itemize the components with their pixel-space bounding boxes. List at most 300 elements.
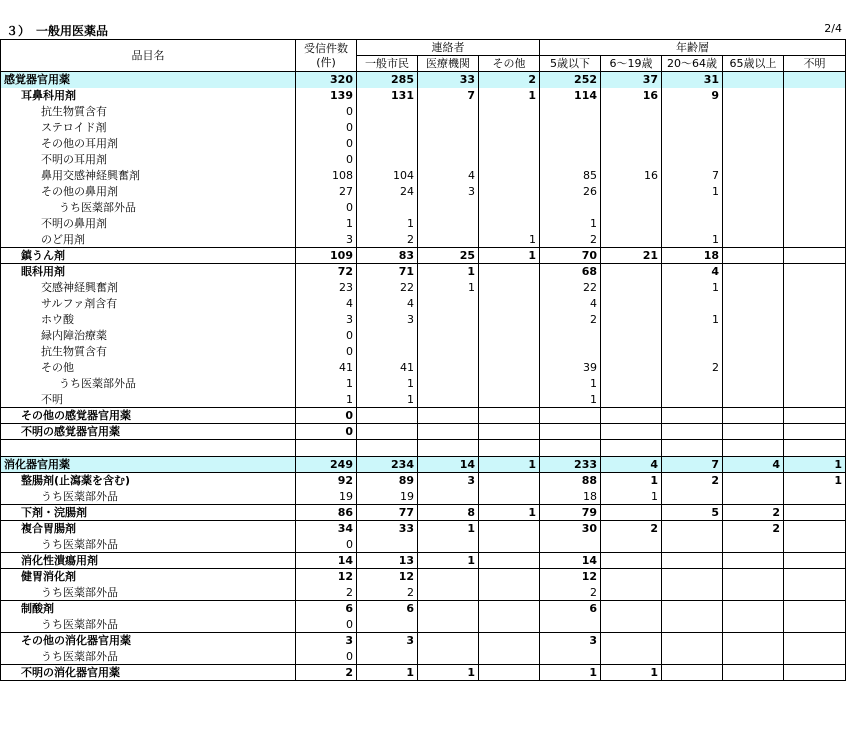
table-row	[1, 408, 846, 424]
cell-contact-other: 1	[479, 505, 540, 521]
cell-age-unknown	[784, 232, 846, 248]
cell-contact-medical	[418, 408, 479, 424]
cell-age-under5: 1	[540, 665, 601, 681]
cell-age-under5: 2	[540, 585, 601, 601]
cell-contact-public: 1	[357, 376, 418, 392]
cell-contact-other	[479, 280, 540, 296]
cell-age-6-19	[601, 296, 662, 312]
cell-age-20-64	[662, 633, 723, 649]
cell-contact-other	[479, 200, 540, 216]
table-row	[1, 88, 846, 104]
cell-age-65plus	[723, 537, 784, 553]
cell-contact-other	[479, 152, 540, 168]
cell-age-65plus	[723, 376, 784, 392]
row-item-name: 制酸剤	[1, 601, 296, 617]
cell-age-20-64	[662, 376, 723, 392]
cell-age-6-19	[601, 216, 662, 232]
cell-age-under5: 3	[540, 633, 601, 649]
cell-age-6-19	[601, 360, 662, 376]
cell-contact-public	[357, 649, 418, 665]
cell-age-unknown	[784, 537, 846, 553]
table-row	[1, 440, 846, 457]
cell-age-65plus	[723, 216, 784, 232]
cell-age-65plus	[723, 184, 784, 200]
cell-age-65plus	[723, 72, 784, 88]
cell-age-6-19	[601, 553, 662, 569]
cell-contact-other	[479, 120, 540, 136]
cell-age-unknown	[784, 617, 846, 633]
cell-age-under5: 252	[540, 72, 601, 88]
table-row	[1, 136, 846, 152]
cell-received-count: 1	[296, 376, 357, 392]
cell-age-unknown	[784, 120, 846, 136]
cell-age-under5	[540, 120, 601, 136]
cell-received-count: 34	[296, 521, 357, 537]
cell-contact-other	[479, 376, 540, 392]
table-row	[1, 649, 846, 665]
age-group-header: 年齢層	[540, 40, 846, 56]
row-item-name	[1, 440, 296, 457]
cell-age-under5: 79	[540, 505, 601, 521]
cell-contact-other	[479, 264, 540, 280]
cell-contact-medical	[418, 120, 479, 136]
cell-contact-public	[357, 424, 418, 440]
cell-age-20-64	[662, 408, 723, 424]
cell-age-65plus	[723, 88, 784, 104]
cell-received-count: 320	[296, 72, 357, 88]
cell-contact-public	[357, 537, 418, 553]
table-row	[1, 553, 846, 569]
cell-age-20-64	[662, 120, 723, 136]
table-row	[1, 569, 846, 585]
cell-age-under5: 30	[540, 521, 601, 537]
cell-contact-other	[479, 104, 540, 120]
cell-age-unknown	[784, 280, 846, 296]
row-item-name: 複合胃腸剤	[1, 521, 296, 537]
cell-age-20-64	[662, 601, 723, 617]
cell-contact-medical	[418, 649, 479, 665]
cell-age-6-19	[601, 120, 662, 136]
row-item-name: 不明の耳用剤	[1, 152, 296, 168]
cell-contact-public: 2	[357, 232, 418, 248]
cell-age-20-64: 1	[662, 232, 723, 248]
cell-age-65plus	[723, 280, 784, 296]
cell-contact-other	[479, 633, 540, 649]
cell-received-count: 0	[296, 344, 357, 360]
cell-contact-other: 2	[479, 72, 540, 88]
statistics-table	[0, 39, 846, 681]
cell-contact-medical	[418, 633, 479, 649]
table-row	[1, 489, 846, 505]
row-item-name: 不明の感覚器官用薬	[1, 424, 296, 440]
cell-contact-medical	[418, 200, 479, 216]
cell-age-under5	[540, 136, 601, 152]
row-item-name: ステロイド剤	[1, 120, 296, 136]
row-item-name: 鼻用交感神経興奮剤	[1, 168, 296, 184]
cell-age-65plus	[723, 312, 784, 328]
cell-age-20-64	[662, 553, 723, 569]
cell-age-20-64	[662, 296, 723, 312]
cell-received-count: 0	[296, 104, 357, 120]
cell-age-65plus	[723, 120, 784, 136]
report-header	[0, 0, 856, 38]
cell-contact-public	[357, 152, 418, 168]
cell-age-20-64	[662, 665, 723, 681]
cell-age-under5	[540, 649, 601, 665]
cell-contact-public: 19	[357, 489, 418, 505]
cell-contact-public: 24	[357, 184, 418, 200]
cell-age-under5	[540, 440, 601, 457]
cell-received-count: 27	[296, 184, 357, 200]
cell-contact-other	[479, 408, 540, 424]
table-row	[1, 104, 846, 120]
cell-received-count: 0	[296, 328, 357, 344]
cell-age-65plus	[723, 168, 784, 184]
cell-age-20-64	[662, 440, 723, 457]
cell-contact-medical	[418, 136, 479, 152]
page-number: 2/4	[824, 22, 842, 35]
cell-age-under5: 18	[540, 489, 601, 505]
cell-received-count: 0	[296, 537, 357, 553]
cell-age-6-19	[601, 617, 662, 633]
cell-age-20-64: 2	[662, 360, 723, 376]
cell-received-count: 249	[296, 457, 357, 473]
table-row	[1, 248, 846, 264]
cell-age-under5	[540, 200, 601, 216]
cell-age-6-19: 37	[601, 72, 662, 88]
cell-contact-other	[479, 617, 540, 633]
cell-received-count: 86	[296, 505, 357, 521]
cell-age-under5: 22	[540, 280, 601, 296]
cell-age-65plus	[723, 344, 784, 360]
row-item-name: のど用剤	[1, 232, 296, 248]
cell-contact-medical: 1	[418, 264, 479, 280]
cell-contact-public: 285	[357, 72, 418, 88]
row-item-name: 不明	[1, 392, 296, 408]
cell-received-count: 0	[296, 424, 357, 440]
cell-contact-public: 1	[357, 665, 418, 681]
cell-age-under5: 14	[540, 553, 601, 569]
cell-age-20-64: 7	[662, 168, 723, 184]
cell-age-under5: 114	[540, 88, 601, 104]
cell-age-65plus	[723, 585, 784, 601]
received-count-label: 受信件数	[304, 41, 348, 55]
cell-age-6-19: 16	[601, 88, 662, 104]
cell-age-unknown: 1	[784, 473, 846, 489]
cell-received-count: 92	[296, 473, 357, 489]
cell-age-unknown	[784, 248, 846, 264]
row-item-name: 消化器官用薬	[1, 457, 296, 473]
received-count-header	[296, 40, 357, 72]
cell-contact-public	[357, 440, 418, 457]
cell-age-65plus	[723, 569, 784, 585]
cell-contact-medical	[418, 537, 479, 553]
cell-age-20-64	[662, 216, 723, 232]
table-row	[1, 376, 846, 392]
cell-age-under5: 2	[540, 232, 601, 248]
cell-age-65plus	[723, 248, 784, 264]
cell-contact-medical	[418, 392, 479, 408]
cell-received-count: 12	[296, 569, 357, 585]
cell-contact-other	[479, 328, 540, 344]
cell-contact-medical: 3	[418, 473, 479, 489]
cell-age-under5	[540, 104, 601, 120]
cell-age-20-64: 4	[662, 264, 723, 280]
cell-age-unknown	[784, 344, 846, 360]
row-item-name: 整腸剤(止瀉薬を含む)	[1, 473, 296, 489]
cell-contact-public: 22	[357, 280, 418, 296]
cell-age-6-19	[601, 312, 662, 328]
cell-age-unknown	[784, 553, 846, 569]
cell-received-count: 109	[296, 248, 357, 264]
cell-received-count: 19	[296, 489, 357, 505]
cell-age-unknown	[784, 72, 846, 88]
cell-received-count: 0	[296, 200, 357, 216]
cell-contact-other: 1	[479, 88, 540, 104]
cell-age-under5	[540, 408, 601, 424]
cell-contact-medical	[418, 232, 479, 248]
cell-age-unknown	[784, 521, 846, 537]
cell-contact-public: 41	[357, 360, 418, 376]
cell-age-6-19	[601, 136, 662, 152]
row-item-name: うち医薬部外品	[1, 617, 296, 633]
cell-age-unknown	[784, 649, 846, 665]
cell-age-65plus	[723, 665, 784, 681]
cell-contact-medical	[418, 585, 479, 601]
cell-received-count: 6	[296, 601, 357, 617]
cell-age-20-64	[662, 152, 723, 168]
cell-age-under5: 2	[540, 312, 601, 328]
cell-age-6-19	[601, 232, 662, 248]
cell-contact-public: 1	[357, 392, 418, 408]
cell-age-under5: 88	[540, 473, 601, 489]
cell-age-6-19	[601, 601, 662, 617]
cell-age-6-19	[601, 633, 662, 649]
cell-contact-medical	[418, 424, 479, 440]
cell-contact-other	[479, 553, 540, 569]
table-row	[1, 200, 846, 216]
cell-age-6-19	[601, 649, 662, 665]
cell-age-6-19: 2	[601, 521, 662, 537]
row-item-name: 鎮うん剤	[1, 248, 296, 264]
age-header-65plus: 65歳以上	[723, 56, 784, 72]
table-row	[1, 665, 846, 681]
table-row	[1, 312, 846, 328]
cell-contact-public	[357, 136, 418, 152]
contact-group-header: 連絡者	[357, 40, 540, 56]
cell-contact-other	[479, 392, 540, 408]
cell-contact-medical	[418, 617, 479, 633]
cell-received-count: 108	[296, 168, 357, 184]
cell-age-unknown	[784, 424, 846, 440]
table-row	[1, 152, 846, 168]
table-row	[1, 457, 846, 473]
cell-age-6-19: 16	[601, 168, 662, 184]
cell-age-6-19: 1	[601, 665, 662, 681]
cell-age-20-64: 1	[662, 184, 723, 200]
table-row	[1, 232, 846, 248]
contact-header-public: 一般市民	[357, 56, 418, 72]
cell-contact-other	[479, 521, 540, 537]
cell-contact-other	[479, 296, 540, 312]
cell-age-65plus	[723, 104, 784, 120]
cell-age-under5	[540, 328, 601, 344]
row-item-name: 耳鼻科用剤	[1, 88, 296, 104]
cell-contact-medical: 7	[418, 88, 479, 104]
cell-contact-medical: 25	[418, 248, 479, 264]
table-row	[1, 360, 846, 376]
cell-age-unknown	[784, 152, 846, 168]
row-item-name: うち医薬部外品	[1, 537, 296, 553]
table-row	[1, 264, 846, 280]
cell-received-count: 14	[296, 553, 357, 569]
cell-contact-other: 1	[479, 232, 540, 248]
cell-contact-public: 89	[357, 473, 418, 489]
table-row	[1, 120, 846, 136]
row-item-name: うち医薬部外品	[1, 649, 296, 665]
cell-age-65plus	[723, 440, 784, 457]
cell-age-20-64	[662, 200, 723, 216]
cell-age-unknown	[784, 296, 846, 312]
row-item-name: その他	[1, 360, 296, 376]
row-item-name: その他の消化器官用薬	[1, 633, 296, 649]
cell-age-20-64: 9	[662, 88, 723, 104]
age-header-under5: 5歳以下	[540, 56, 601, 72]
cell-age-under5: 12	[540, 569, 601, 585]
cell-age-unknown	[784, 360, 846, 376]
cell-age-unknown	[784, 216, 846, 232]
cell-age-65plus	[723, 200, 784, 216]
cell-contact-medical: 3	[418, 184, 479, 200]
cell-age-unknown	[784, 168, 846, 184]
cell-age-6-19	[601, 505, 662, 521]
row-item-name: 不明の消化器官用薬	[1, 665, 296, 681]
cell-age-6-19: 4	[601, 457, 662, 473]
cell-age-under5	[540, 424, 601, 440]
cell-contact-other	[479, 440, 540, 457]
cell-received-count: 72	[296, 264, 357, 280]
cell-age-65plus	[723, 152, 784, 168]
cell-contact-other	[479, 569, 540, 585]
cell-age-unknown	[784, 88, 846, 104]
cell-age-under5: 1	[540, 216, 601, 232]
cell-age-65plus	[723, 408, 784, 424]
cell-age-20-64: 2	[662, 473, 723, 489]
cell-age-65plus	[723, 489, 784, 505]
row-item-name: 不明の鼻用剤	[1, 216, 296, 232]
cell-received-count: 0	[296, 120, 357, 136]
cell-contact-medical: 33	[418, 72, 479, 88]
cell-received-count: 0	[296, 136, 357, 152]
cell-age-unknown	[784, 569, 846, 585]
cell-age-20-64	[662, 392, 723, 408]
table-row	[1, 473, 846, 489]
row-item-name: 眼科用剤	[1, 264, 296, 280]
cell-received-count: 0	[296, 617, 357, 633]
cell-age-6-19	[601, 585, 662, 601]
cell-received-count: 23	[296, 280, 357, 296]
table-row	[1, 72, 846, 88]
age-header-20-64: 20～64歳	[662, 56, 723, 72]
cell-contact-other	[479, 489, 540, 505]
table-row	[1, 216, 846, 232]
cell-age-6-19: 1	[601, 473, 662, 489]
table-row	[1, 601, 846, 617]
cell-age-65plus: 2	[723, 521, 784, 537]
cell-age-6-19	[601, 344, 662, 360]
cell-age-65plus	[723, 617, 784, 633]
cell-age-under5: 68	[540, 264, 601, 280]
cell-contact-other	[479, 216, 540, 232]
table-row	[1, 424, 846, 440]
cell-received-count: 3	[296, 232, 357, 248]
cell-age-under5: 233	[540, 457, 601, 473]
table-row	[1, 344, 846, 360]
cell-age-20-64	[662, 585, 723, 601]
cell-age-unknown	[784, 665, 846, 681]
cell-contact-medical: 1	[418, 280, 479, 296]
cell-contact-other	[479, 665, 540, 681]
cell-contact-medical	[418, 312, 479, 328]
cell-age-under5: 26	[540, 184, 601, 200]
cell-age-under5: 6	[540, 601, 601, 617]
row-item-name: サルファ剤含有	[1, 296, 296, 312]
cell-contact-public: 83	[357, 248, 418, 264]
cell-age-under5	[540, 152, 601, 168]
cell-age-20-64	[662, 569, 723, 585]
row-item-name: ホウ酸	[1, 312, 296, 328]
cell-contact-public: 3	[357, 312, 418, 328]
cell-age-6-19	[601, 392, 662, 408]
received-count-unit: (件)	[316, 55, 336, 69]
cell-received-count: 0	[296, 152, 357, 168]
cell-age-20-64	[662, 537, 723, 553]
cell-age-unknown	[784, 376, 846, 392]
cell-age-6-19	[601, 264, 662, 280]
cell-age-unknown	[784, 440, 846, 457]
cell-contact-medical	[418, 328, 479, 344]
cell-age-65plus	[723, 473, 784, 489]
cell-received-count: 139	[296, 88, 357, 104]
cell-contact-other	[479, 344, 540, 360]
cell-age-20-64: 5	[662, 505, 723, 521]
row-item-name: 感覚器官用薬	[1, 72, 296, 88]
cell-age-6-19	[601, 440, 662, 457]
table-row	[1, 184, 846, 200]
cell-contact-medical	[418, 360, 479, 376]
age-header-unknown: 不明	[784, 56, 846, 72]
cell-age-20-64	[662, 521, 723, 537]
cell-age-65plus	[723, 360, 784, 376]
cell-contact-public: 6	[357, 601, 418, 617]
cell-age-65plus	[723, 136, 784, 152]
row-item-name: 緑内障治療薬	[1, 328, 296, 344]
cell-age-65plus	[723, 392, 784, 408]
cell-age-20-64: 31	[662, 72, 723, 88]
cell-age-20-64: 7	[662, 457, 723, 473]
cell-age-20-64: 1	[662, 280, 723, 296]
cell-age-20-64	[662, 136, 723, 152]
cell-contact-medical: 1	[418, 553, 479, 569]
cell-contact-other	[479, 473, 540, 489]
cell-age-unknown	[784, 408, 846, 424]
cell-contact-medical: 4	[418, 168, 479, 184]
cell-contact-public: 13	[357, 553, 418, 569]
cell-age-unknown	[784, 264, 846, 280]
cell-age-6-19	[601, 424, 662, 440]
cell-contact-public: 1	[357, 216, 418, 232]
cell-age-unknown	[784, 104, 846, 120]
